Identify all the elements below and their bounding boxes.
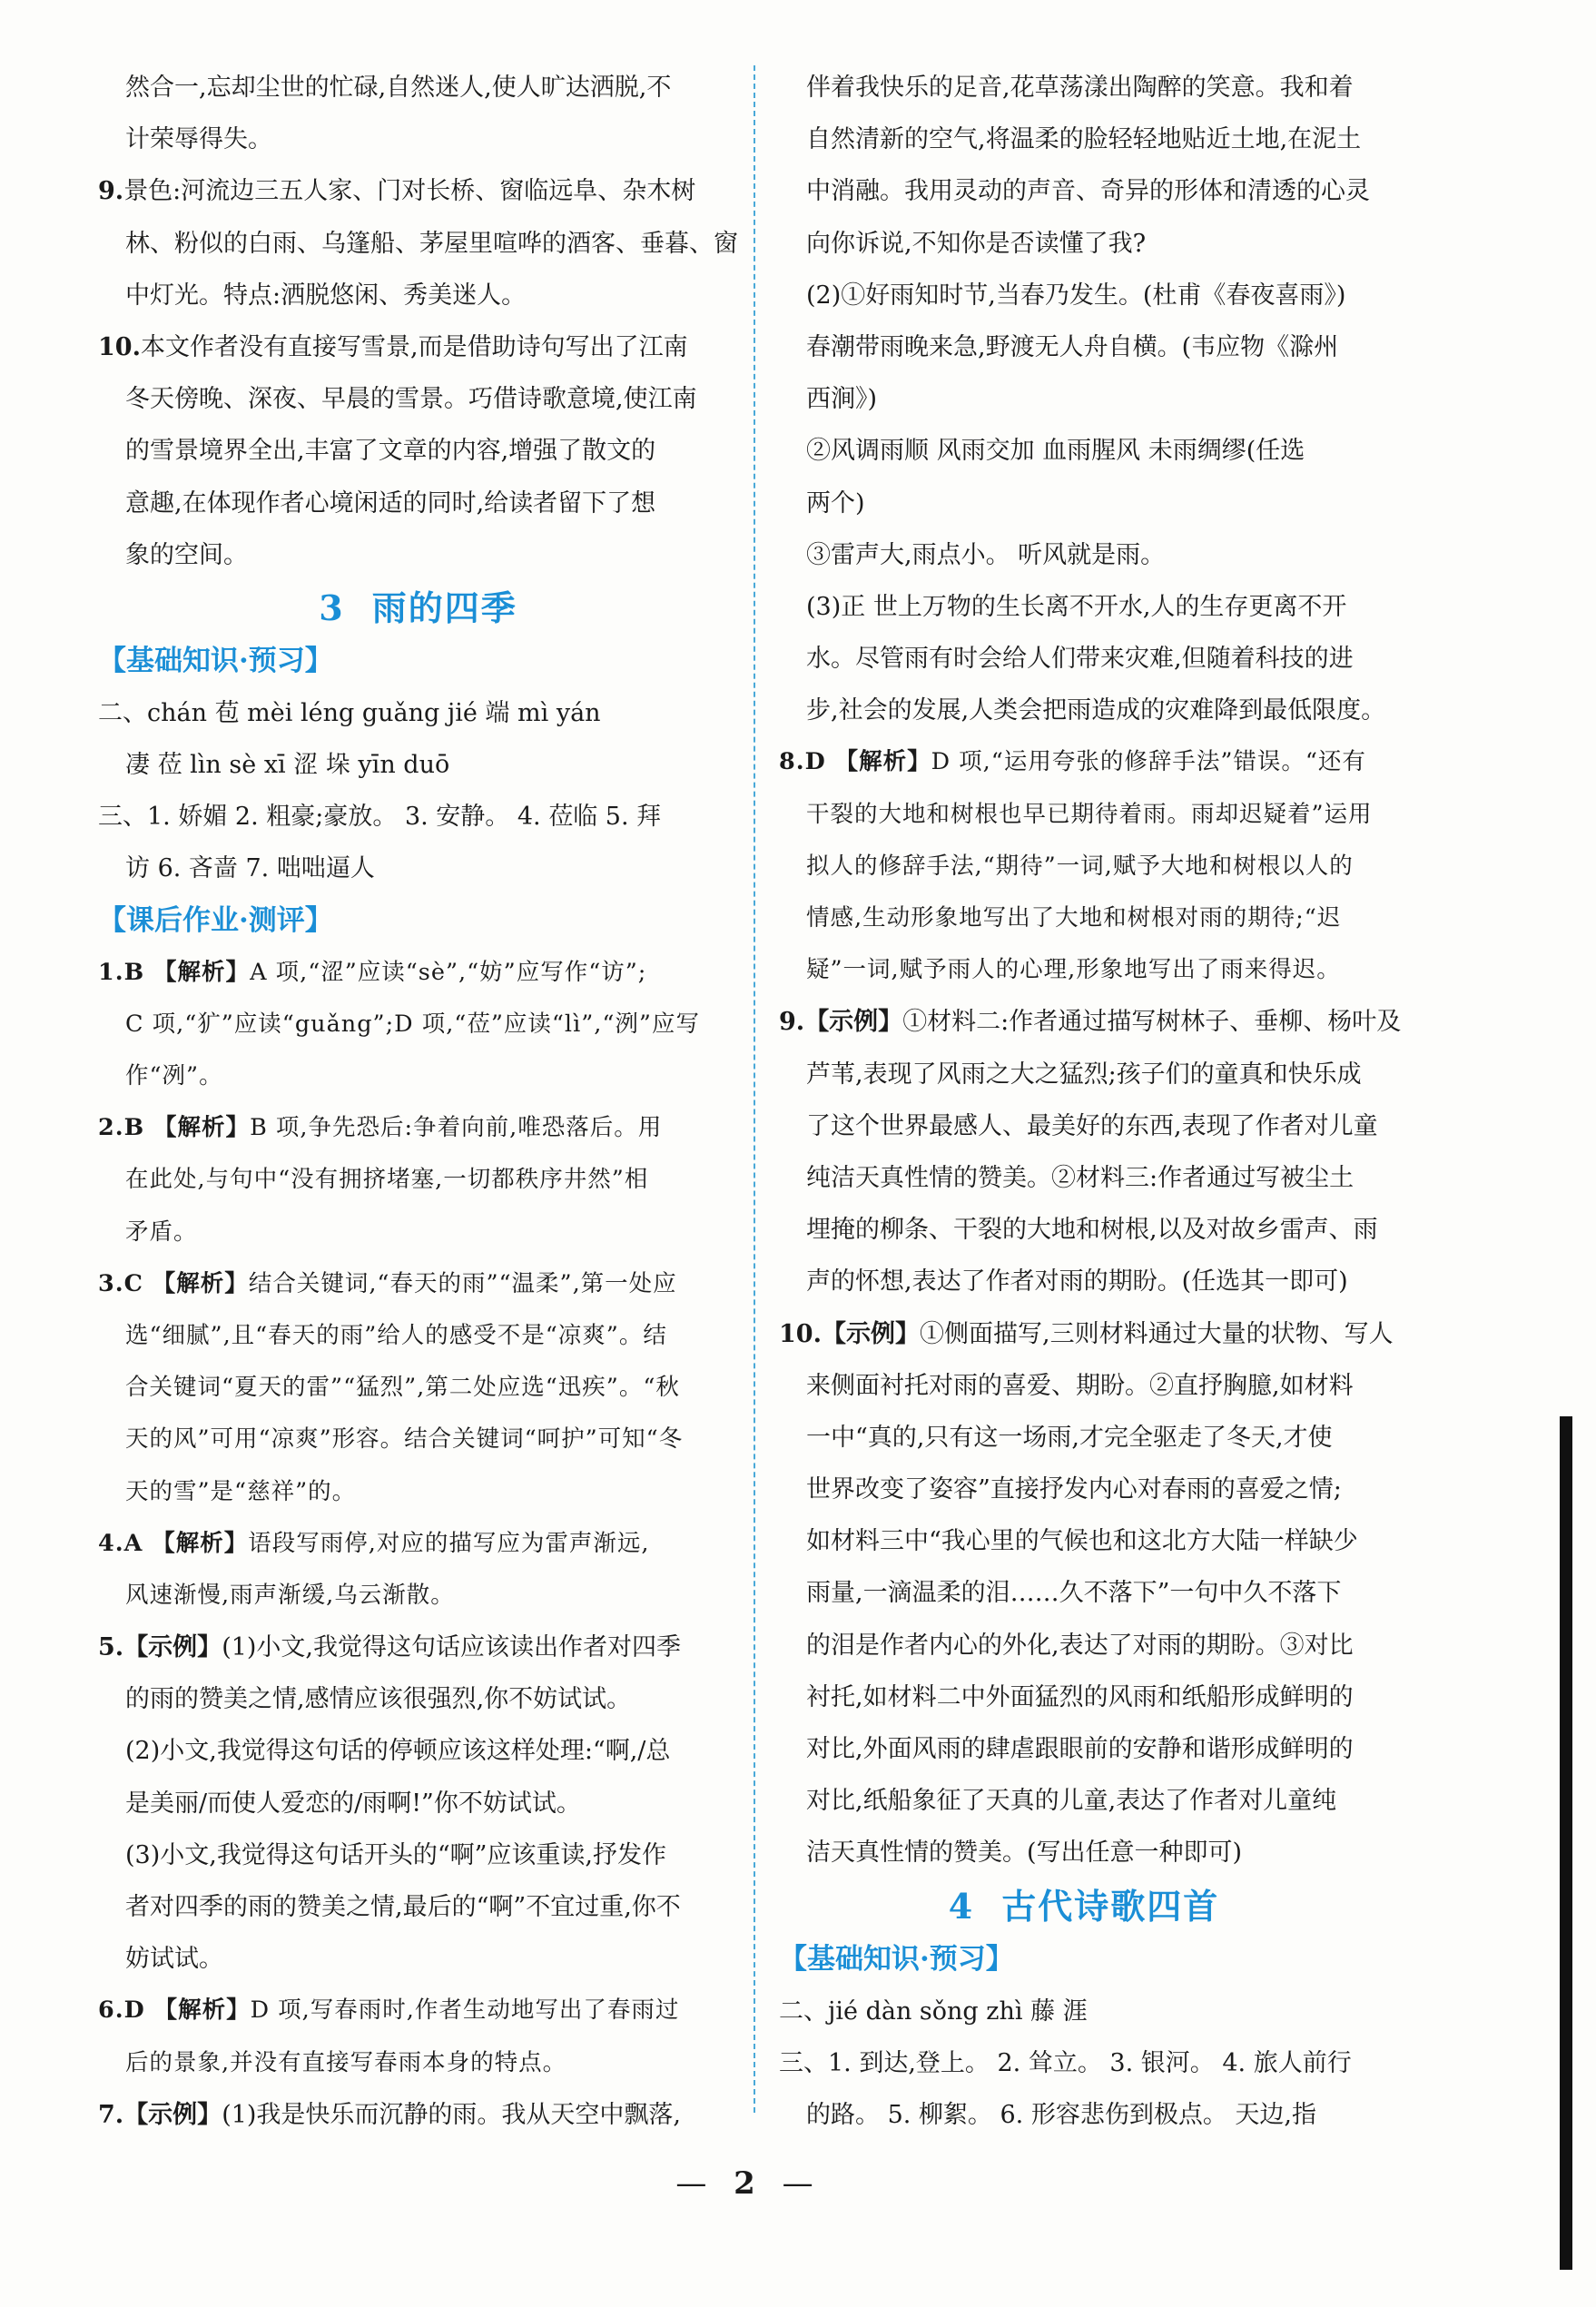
text-line bbox=[98, 1829, 738, 1881]
text-line bbox=[779, 1464, 1389, 1515]
text-line bbox=[779, 62, 1389, 113]
line-text: 洁天真性情的赞美。(写出任意一种即可) bbox=[806, 1839, 1243, 1868]
text-line bbox=[98, 1725, 738, 1777]
line-text: 合关键词“夏天的雷”“猛烈”,第二处应选“迅疾”。“秋 bbox=[125, 1374, 680, 1402]
line-text: 雨量,一滴温柔的泪……久不落下”一句中久不落下 bbox=[806, 1579, 1342, 1608]
text-line bbox=[98, 1207, 738, 1258]
text-line bbox=[779, 165, 1389, 217]
line-text: 埋掩的柳条、干裂的大地和树根,以及对故乡雷声、雨 bbox=[806, 1216, 1378, 1245]
line-text: 中消融。我用灵动的声音、奇异的形体和清透的心灵 bbox=[806, 177, 1370, 206]
section-heading: 【基础知识·预习】 bbox=[98, 644, 333, 677]
line-text: (3)正 世上万物的生长离不开水,人的生存更离不开 bbox=[806, 592, 1347, 621]
line-text: B 项,争先恐后:争着向前,唯恐落后。用 bbox=[250, 1114, 663, 1142]
line-text: 自然清新的空气,将温柔的脸轻轻地贴近土地,在泥土 bbox=[806, 125, 1362, 154]
line-text: 纯洁天真性情的赞美。②材料三:作者通过写被尘土 bbox=[806, 1163, 1355, 1192]
item-number: 6. bbox=[98, 1996, 124, 2025]
lesson-number: 4 bbox=[948, 1885, 975, 1927]
text-line bbox=[98, 791, 738, 843]
line-text: 水。尽管雨有时会给人们带来灾难,但随着科技的进 bbox=[806, 645, 1354, 674]
line-text: 拟人的修辞手法,“期待”一词,赋予大地和树根以人的 bbox=[806, 852, 1354, 880]
text-line bbox=[779, 1986, 1389, 2037]
line-text: 风速渐慢,雨声渐缓,乌云渐散。 bbox=[125, 1581, 455, 1609]
line-text: 是美丽/而使人爱恋的/雨啊!”你不妨试试。 bbox=[125, 1789, 581, 1818]
text-line bbox=[779, 1671, 1389, 1723]
line-text: A 项,“涩”应读“sè”,“妨”应写作“访”; bbox=[250, 958, 647, 986]
line-text: 向你诉说,不知你是否读懂了我? bbox=[806, 229, 1147, 258]
line-text: 者对四季的雨的赞美之情,最后的“啊”不宜过重,你不 bbox=[125, 1893, 681, 1921]
answer-item bbox=[98, 1258, 738, 1310]
lesson-number: 3 bbox=[319, 587, 345, 628]
line-text: 对比,外面风雨的肆虐跟眼前的安静和谐形成鲜明的 bbox=[806, 1735, 1354, 1763]
text-line bbox=[779, 425, 1389, 477]
text-line bbox=[98, 1466, 738, 1518]
text-line bbox=[779, 1723, 1389, 1775]
line-text: 冬天傍晚、深夜、早晨的雪景。巧借诗歌意境,使江南 bbox=[125, 385, 697, 414]
text-line bbox=[779, 321, 1389, 373]
text-line bbox=[779, 1100, 1389, 1152]
footer-dash-right: — bbox=[782, 2165, 813, 2202]
line-text: 来侧面衬托对雨的喜爱、期盼。②直抒胸臆,如材料 bbox=[806, 1371, 1354, 1400]
item-number: 9. bbox=[779, 1008, 805, 1037]
answer-tag: 【示例】 bbox=[123, 2100, 222, 2129]
answer-tag: D 【解析】 bbox=[804, 748, 931, 776]
text-line bbox=[98, 1933, 738, 1985]
item-number: 7. bbox=[98, 2100, 124, 2129]
line-text: (1)小文,我觉得这句话应该读出作者对四季 bbox=[222, 1633, 682, 1662]
section-heading: 【基础知识·预习】 bbox=[779, 1942, 1014, 1976]
line-text: D 项,写春雨时,作者生动地写出了春雨过 bbox=[250, 1996, 680, 2025]
answer-tag: 【示例】 bbox=[821, 1319, 920, 1348]
text-line bbox=[98, 113, 738, 165]
item-number: 10. bbox=[779, 1319, 822, 1348]
item-number: 1. bbox=[98, 958, 124, 986]
text-line bbox=[98, 739, 738, 791]
text-line bbox=[98, 999, 738, 1050]
line-text: 西涧》) bbox=[806, 385, 878, 414]
line-text: 选“细腻”,且“春天的雨”给人的感受不是“凉爽”。结 bbox=[125, 1321, 667, 1349]
answer-tag: 【示例】 bbox=[804, 1008, 903, 1037]
text-line bbox=[779, 1620, 1389, 1671]
text-line bbox=[779, 1775, 1389, 1827]
text-line bbox=[98, 425, 738, 477]
text-line bbox=[779, 944, 1389, 996]
line-text: 本文作者没有直接写雪景,而是借助诗句写出了江南 bbox=[140, 332, 688, 361]
section-heading: 【课后作业·测评】 bbox=[98, 903, 333, 937]
line-text: 了这个世界最感人、最美好的东西,表现了作者对儿童 bbox=[806, 1111, 1378, 1140]
line-text: C 项,“犷”应读“guǎng”;D 项,“莅”应读“lì”,“洌”应写 bbox=[125, 1010, 700, 1038]
answer-tag: C 【解析】 bbox=[123, 1269, 249, 1297]
item-number: 3. bbox=[98, 1269, 124, 1297]
text-line bbox=[98, 2037, 738, 2089]
text-line bbox=[98, 62, 738, 113]
line-text: 结合关键词,“春天的雨”“温柔”,第一处应 bbox=[248, 1269, 677, 1297]
footer-dash-left: — bbox=[675, 2165, 707, 2202]
text-line bbox=[779, 113, 1389, 165]
line-text: 衬托,如材料二中外面猛烈的风雨和纸船形成鲜明的 bbox=[806, 1682, 1354, 1711]
answer-item bbox=[98, 165, 738, 217]
line-text: 三、1. 娇媚 2. 粗豪;豪放。 3. 安静。 4. 莅临 5. 拜 bbox=[98, 803, 662, 832]
line-text: 三、1. 到达,登上。 2. 耸立。 3. 银河。 4. 旅人前行 bbox=[779, 2048, 1352, 2077]
lesson-name: 古代诗歌四首 bbox=[1001, 1885, 1220, 1927]
line-text: 芦苇,表现了风雨之大之猛烈;孩子们的童真和快乐成 bbox=[806, 1060, 1362, 1089]
text-line bbox=[98, 1050, 738, 1102]
line-text: 二、jié dàn sǒng zhì 藤 涯 bbox=[779, 1996, 1088, 2026]
item-number: 5. bbox=[98, 1633, 124, 1662]
text-line bbox=[98, 1570, 738, 1622]
line-text: 后的景象,并没有直接写春雨本身的特点。 bbox=[125, 2048, 567, 2076]
line-text: 矛盾。 bbox=[125, 1218, 198, 1246]
line-text: 步,社会的发展,人类会把雨造成的灾难降到最低限度。 bbox=[806, 696, 1386, 725]
text-line bbox=[779, 685, 1389, 736]
line-text: 中灯光。特点:洒脱悠闲、秀美迷人。 bbox=[125, 281, 527, 310]
text-line bbox=[779, 1827, 1389, 1878]
answer-tag: D 【解析】 bbox=[123, 1996, 251, 2025]
text-line bbox=[779, 1567, 1389, 1619]
answer-tag: A 【解析】 bbox=[123, 1529, 249, 1557]
text-line bbox=[98, 478, 738, 529]
text-line bbox=[98, 843, 738, 894]
line-text: 天的风”可用“凉爽”形容。结合关键词“呵护”可知“冬 bbox=[125, 1425, 684, 1454]
text-line bbox=[98, 373, 738, 425]
line-text: ①侧面描写,三则材料通过大量的状物、写人 bbox=[919, 1319, 1394, 1348]
item-number: 2. bbox=[98, 1114, 124, 1142]
line-text: 语段写雨停,对应的描写应为雷声渐远, bbox=[248, 1529, 650, 1557]
text-line bbox=[98, 1778, 738, 1829]
line-text: 意趣,在体现作者心境闲适的同时,给读者留下了想 bbox=[125, 488, 656, 518]
page-number: 2 bbox=[734, 2165, 755, 2202]
text-line bbox=[779, 2089, 1389, 2141]
answer-item bbox=[98, 947, 738, 999]
text-line bbox=[98, 270, 738, 321]
text-line bbox=[779, 373, 1389, 425]
line-text: 春潮带雨晚来急,野渡无人舟自横。(韦应物《滁州 bbox=[806, 332, 1339, 361]
text-line bbox=[779, 1256, 1389, 1307]
text-line bbox=[98, 1154, 738, 1206]
line-text: 世界改变了姿容”直接抒发内心对春雨的喜爱之情; bbox=[806, 1475, 1342, 1504]
answer-item bbox=[779, 1308, 1394, 1360]
text-line bbox=[98, 687, 738, 739]
line-text: (1)我是快乐而沉静的雨。我从天空中飘落, bbox=[222, 2100, 682, 2129]
line-text: 如材料三中“我心里的气候也和这北方大陆一样缺少 bbox=[806, 1527, 1358, 1556]
item-number: 10. bbox=[98, 332, 141, 361]
line-text: 的泪是作者内心的外化,表达了对雨的期盼。③对比 bbox=[806, 1631, 1354, 1660]
answer-item bbox=[779, 736, 1389, 788]
line-text: ②风调雨顺 风雨交加 血雨腥风 未雨绸缪(任选 bbox=[806, 437, 1305, 466]
line-text: 的路。 5. 柳絮。 6. 形容悲伤到极点。 天边,指 bbox=[806, 2100, 1317, 2129]
item-number: 8. bbox=[779, 748, 805, 776]
line-text: ③雷声大,雨点小。 听风就是雨。 bbox=[806, 540, 1166, 569]
text-line bbox=[779, 633, 1389, 685]
text-line bbox=[98, 1414, 738, 1465]
line-text: 二、chán 苞 mèi léng guǎng jié 端 mì yán bbox=[98, 698, 601, 727]
text-line bbox=[779, 892, 1389, 944]
line-text: 在此处,与句中“没有拥挤堵塞,一切都秩序井然”相 bbox=[125, 1166, 649, 1194]
text-line bbox=[779, 2037, 1389, 2089]
answer-item bbox=[98, 1518, 738, 1570]
text-line bbox=[779, 218, 1389, 270]
text-line bbox=[98, 1673, 738, 1725]
line-text: (2)小文,我觉得这句话的停顿应该这样处理:“啊,/总 bbox=[125, 1737, 671, 1766]
lesson-name: 雨的四季 bbox=[371, 587, 517, 628]
answer-tag: B 【解析】 bbox=[123, 958, 251, 986]
line-text: 两个) bbox=[806, 488, 865, 518]
line-text: 一中“真的,只有这一场雨,才完全驱走了冬天,才使 bbox=[806, 1423, 1333, 1452]
right-column bbox=[779, 62, 1402, 2141]
page-footer bbox=[0, 2165, 1489, 2202]
answer-item bbox=[98, 1622, 738, 1673]
text-line bbox=[779, 789, 1389, 841]
line-text: 的雪景境界全出,丰富了文章的内容,增强了散文的 bbox=[125, 437, 656, 466]
line-text: 天的雪”是“慈祥”的。 bbox=[125, 1477, 357, 1505]
line-text: (3)小文,我觉得这句话开头的“啊”应该重读,抒发作 bbox=[125, 1840, 667, 1869]
column-divider bbox=[754, 65, 755, 2113]
lesson-title bbox=[98, 581, 738, 636]
text-line bbox=[779, 1360, 1389, 1412]
line-text: 景色:河流边三五人家、门对长桥、窗临远阜、杂木树 bbox=[123, 177, 696, 206]
line-text: 声的怀想,表达了作者对雨的期盼。(任选其一即可) bbox=[806, 1267, 1348, 1296]
text-line bbox=[779, 478, 1389, 529]
line-text: 妨试试。 bbox=[125, 1945, 223, 1974]
answer-tag: B 【解析】 bbox=[123, 1114, 251, 1142]
text-line bbox=[98, 529, 738, 581]
line-text: 林、粉似的白雨、乌篷船、茅屋里喧哗的酒客、垂暮、窗 bbox=[125, 229, 738, 258]
line-text: 疑”一词,赋予雨人的心理,形象地写出了雨来得迟。 bbox=[806, 956, 1341, 984]
line-text: 象的空间。 bbox=[125, 540, 248, 569]
text-line bbox=[779, 841, 1389, 892]
text-line bbox=[779, 1049, 1389, 1100]
line-text: 凄 莅 lìn sè xī 涩 垛 yīn duō bbox=[125, 751, 450, 780]
line-text: (2)①好雨知时节,当春乃发生。(杜甫《春夜喜雨》) bbox=[806, 281, 1346, 310]
line-text: 然合一,忘却尘世的忙碌,自然迷人,使人旷达洒脱,不 bbox=[125, 74, 672, 102]
text-line bbox=[98, 1881, 738, 1933]
line-text: 作“冽”。 bbox=[125, 1062, 223, 1089]
line-text: 情感,生动形象地写出了大地和树根对雨的期待;“迟 bbox=[806, 904, 1342, 932]
text-line bbox=[98, 1310, 738, 1362]
text-line bbox=[779, 270, 1389, 321]
answer-item bbox=[98, 321, 738, 373]
line-text: 对比,纸船象征了天真的儿童,表达了作者对儿童纯 bbox=[806, 1787, 1337, 1816]
text-line bbox=[98, 218, 738, 270]
scan-edge-shadow bbox=[1560, 1416, 1572, 2270]
answer-tag: 【示例】 bbox=[123, 1633, 222, 1662]
text-line bbox=[779, 581, 1389, 633]
text-line bbox=[779, 1204, 1389, 1256]
answer-item bbox=[98, 1985, 738, 2036]
line-text: 伴着我快乐的足音,花草荡漾出陶醉的笑意。我和着 bbox=[806, 74, 1354, 102]
text-line bbox=[779, 1152, 1389, 1204]
item-number: 4. bbox=[98, 1529, 124, 1557]
line-text: 干裂的大地和树根也早已期待着雨。雨却迟疑着”运用 bbox=[806, 800, 1373, 828]
text-line bbox=[98, 1362, 738, 1414]
line-text: D 项,“运用夸张的修辞手法”错误。“还有 bbox=[931, 748, 1366, 776]
line-text: ①材料二:作者通过描写树林子、垂柳、杨叶及 bbox=[902, 1008, 1402, 1037]
line-text: 的雨的赞美之情,感情应该很强烈,你不妨试试。 bbox=[125, 1685, 632, 1714]
answer-item bbox=[98, 1102, 738, 1154]
text-line bbox=[779, 1412, 1389, 1464]
line-text: 计荣辱得失。 bbox=[125, 125, 272, 154]
left-column bbox=[98, 62, 738, 2141]
line-text: 访 6. 吝啬 7. 咄咄逼人 bbox=[125, 854, 375, 883]
answer-item bbox=[98, 2089, 738, 2141]
item-number: 9. bbox=[98, 177, 124, 206]
lesson-title bbox=[779, 1879, 1389, 1934]
answer-item bbox=[779, 996, 1402, 1048]
text-line bbox=[779, 529, 1389, 581]
text-line bbox=[779, 1515, 1389, 1567]
